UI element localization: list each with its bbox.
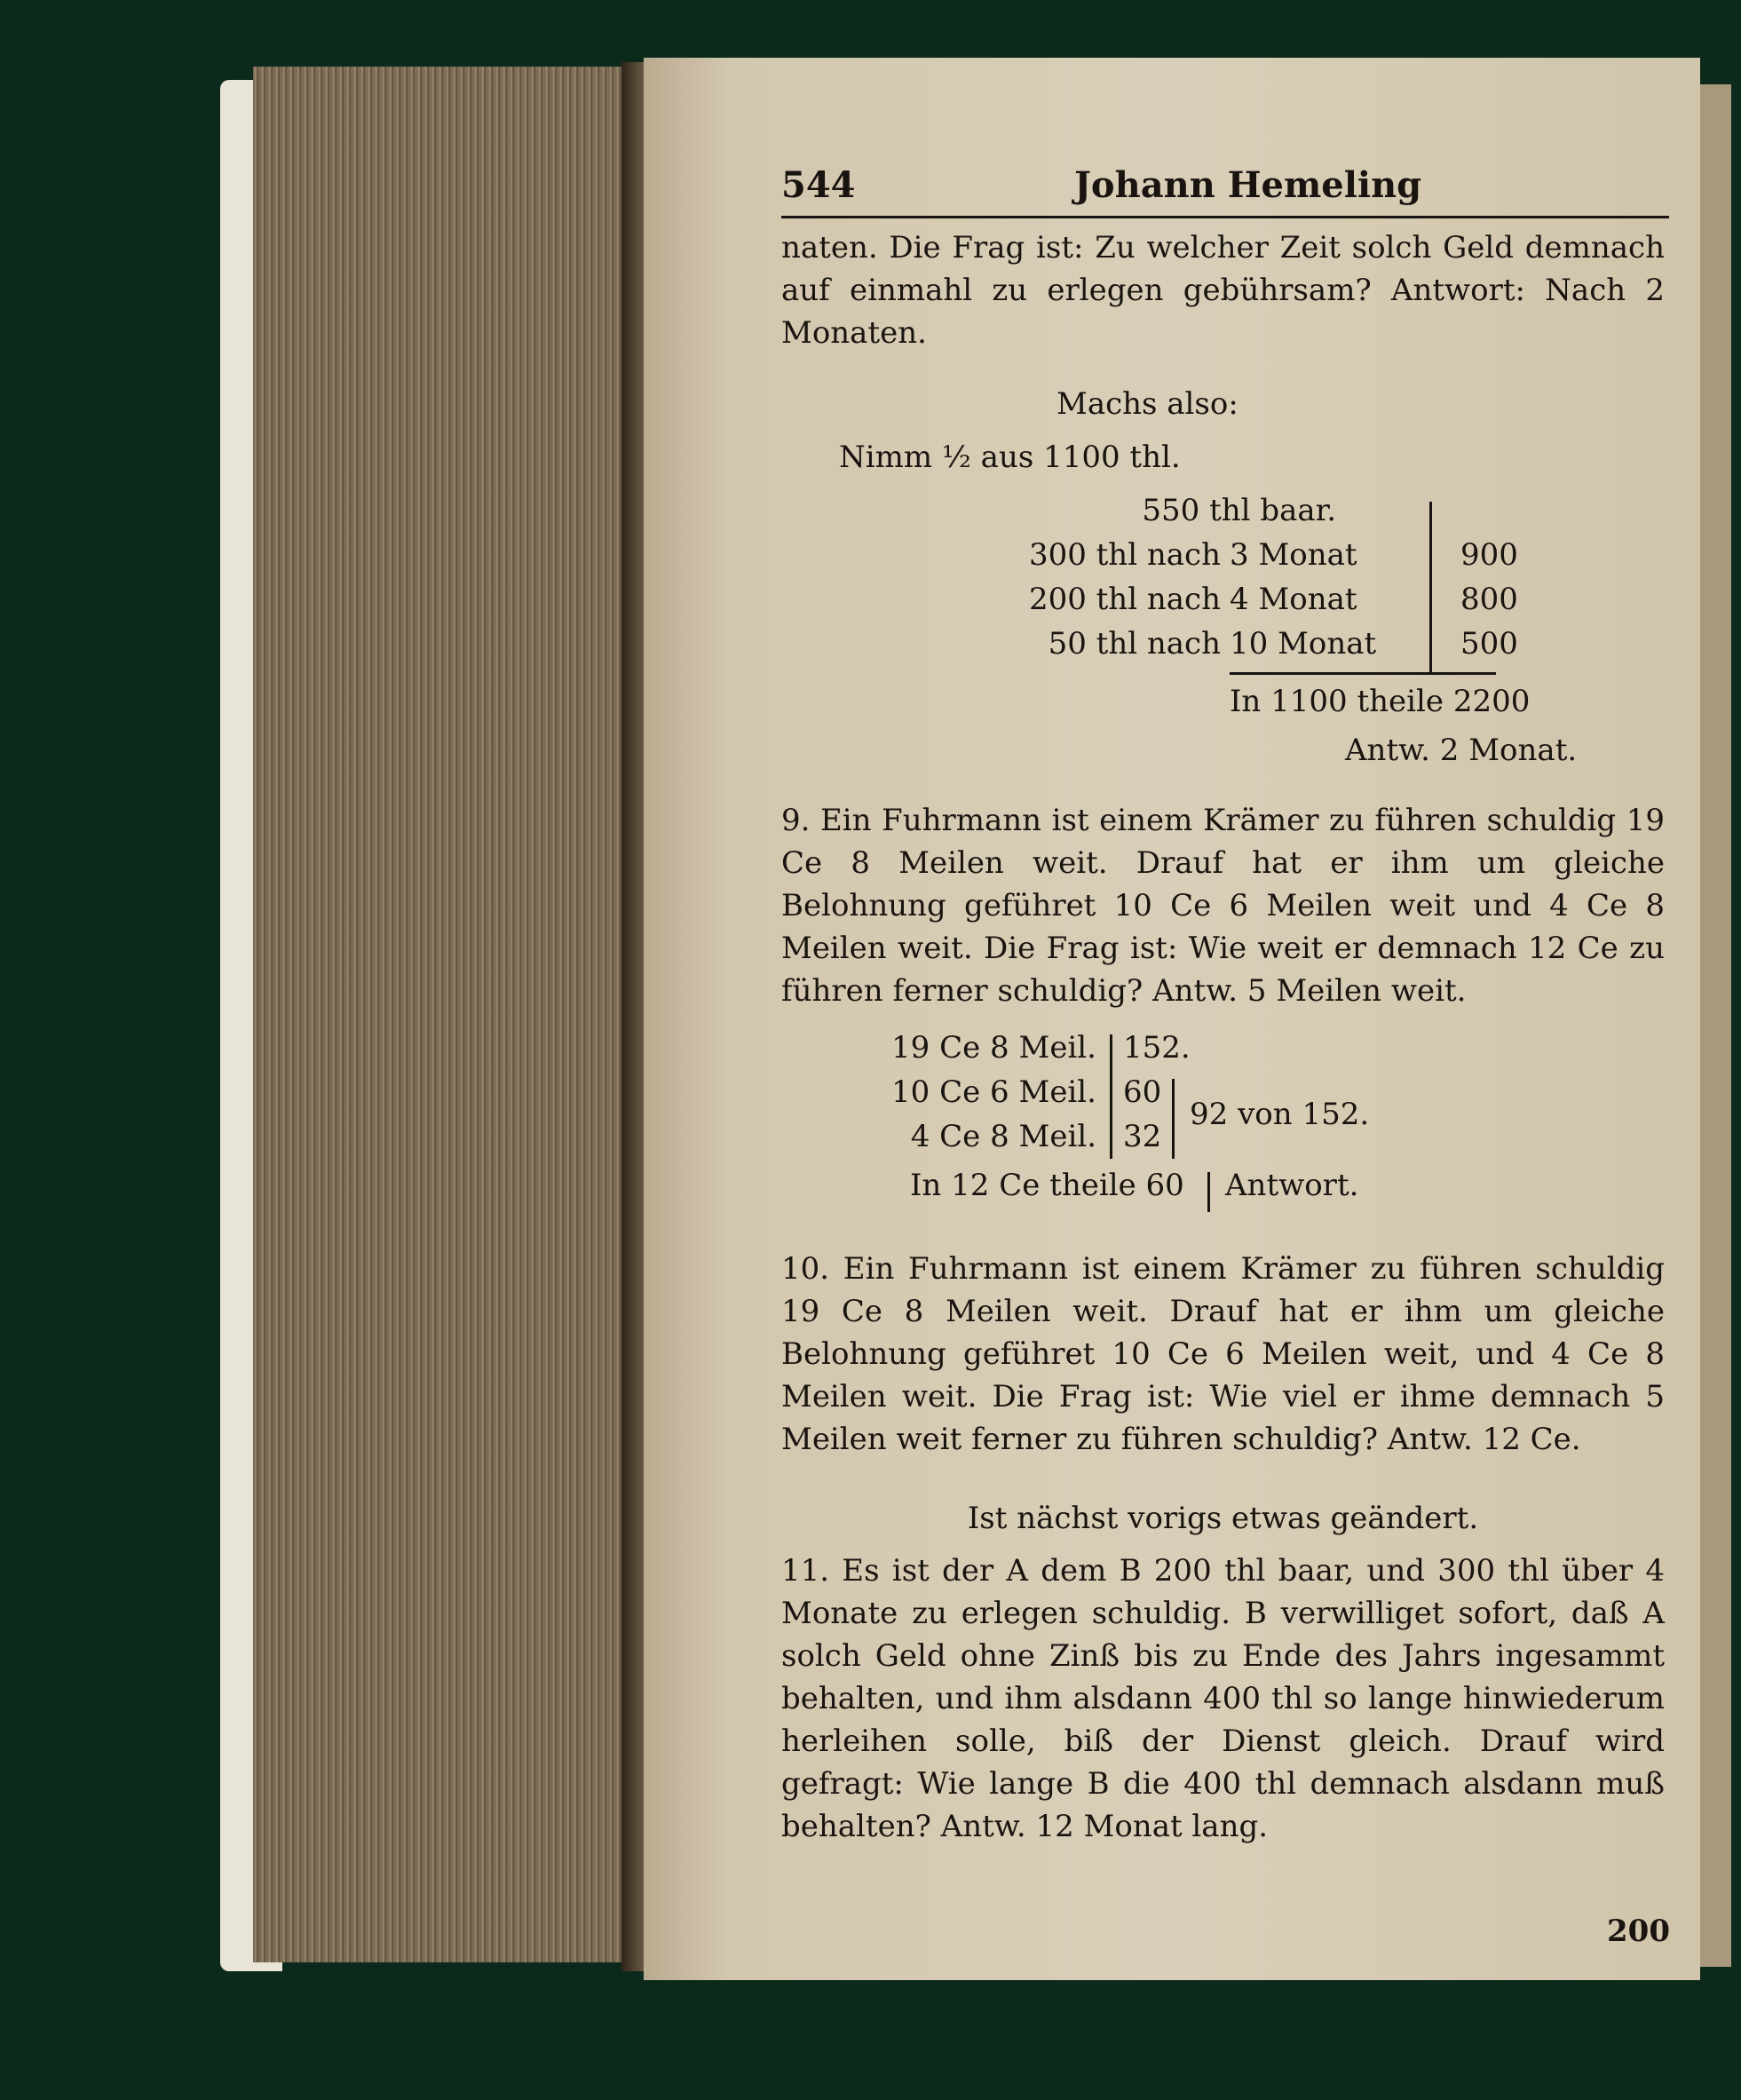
calc1-heading: Machs also: bbox=[1056, 386, 1238, 422]
problem-11: 11. Es ist der A dem B 200 thl baar, und 300 thl über 4 Monate zu erlegen schuldig. B verwilliget sofort, daß A solch Geld ohne Zinß bis zu Ende des Jahrs ingesammt behalten, und ihm alsdann 400 thl so lange hinwiederum herleihen solle, biß der Dienst gleich. Drauf wird gefragt: Wie lange B die 400 thl demnach alsdann muß behalten? Antw. 12 Monat lang. bbox=[781, 1553, 1665, 1844]
calc2-row-left: 19 Ce 8 Meil. bbox=[891, 1030, 1096, 1066]
intro-paragraph: naten. Die Frag ist: Zu welcher Zeit solch Geld demnach auf einmahl zu erlegen gebührsam? Antwort: Nach 2 Monaten. bbox=[781, 230, 1665, 351]
running-title: Johann Hemeling bbox=[1074, 164, 1422, 206]
problem-10: 10. Ein Fuhrmann ist einem Krämer zu führen schuldig 19 Ce 8 Meilen weit. Drauf hat er ihm um gleiche Belohnung geführet 10 Ce 6 Meilen weit, und 4 Ce 8 Meilen weit. Die Frag ist: Wie viel er ihme demnach 5 Meilen weit ferner zu führen schuldig? Antw. 12 Ce. bbox=[781, 1251, 1665, 1457]
calc1-row-term: 10 Monat bbox=[1230, 626, 1377, 662]
calc2-divider-left bbox=[1110, 1034, 1112, 1159]
calc2-divider-right bbox=[1172, 1079, 1175, 1159]
book-page bbox=[644, 58, 1700, 1980]
page-header bbox=[781, 164, 1422, 206]
calc2-row-left: 4 Ce 8 Meil. bbox=[910, 1119, 1096, 1154]
calc2-row-left: 10 Ce 6 Meil. bbox=[891, 1074, 1096, 1110]
page-number: 544 bbox=[781, 164, 856, 206]
note-text: Ist nächst vorigs etwas geändert. bbox=[967, 1501, 1479, 1536]
note-line bbox=[781, 1501, 1665, 1536]
problem-9: 9. Ein Fuhrmann ist einem Krämer zu führen schuldig 19 Ce 8 Meilen weit. Drauf hat er ihm um gleiche Belohnung geführet 10 Ce 6 Meilen weit und 4 Ce 8 Meilen weit. Die Frag ist: Wie weit er demnach 12 Ce zu führen ferner schuldig? Antw. 5 Meilen weit. bbox=[781, 803, 1665, 1009]
calc1-divider-horizontal bbox=[1230, 672, 1496, 675]
catchword: 200 bbox=[1607, 1914, 1670, 1949]
calc2-final-divider bbox=[1207, 1172, 1210, 1212]
calc1-take: Nimm ½ aus 1100 thl. bbox=[839, 440, 1181, 475]
calc2-row-right: 152. bbox=[1123, 1030, 1191, 1066]
book-text-block bbox=[253, 67, 644, 1962]
calc1-row-product: 800 bbox=[1460, 582, 1518, 617]
calc1-divide: In 1100 theile 2200 bbox=[1230, 684, 1531, 719]
calc1-row-amount: 50 thl nach bbox=[1048, 626, 1221, 662]
calc2-row-right: 32 bbox=[1123, 1119, 1162, 1154]
calc1-row-amount: 200 thl nach bbox=[1028, 582, 1221, 617]
header-rule bbox=[781, 216, 1669, 218]
calc1-row-amount: 550 thl baar. bbox=[1142, 493, 1336, 528]
calc2-final-right: Antwort. bbox=[1225, 1168, 1359, 1203]
calc1-row-product: 500 bbox=[1460, 626, 1518, 662]
calc1-row-product: 900 bbox=[1460, 537, 1518, 573]
calc1-row-term: 3 Monat bbox=[1230, 537, 1357, 573]
calc2-side: 92 von 152. bbox=[1190, 1097, 1370, 1132]
calc1-row-amount: 300 thl nach bbox=[1028, 537, 1221, 573]
calc2-final-left: In 12 Ce theile 60 bbox=[910, 1168, 1184, 1203]
calc1-divider-vertical bbox=[1429, 502, 1432, 675]
calc1-row-term: 4 Monat bbox=[1230, 582, 1357, 617]
calc1-answer: Antw. 2 Monat. bbox=[1345, 733, 1578, 768]
calc2-row-right: 60 bbox=[1123, 1074, 1162, 1110]
